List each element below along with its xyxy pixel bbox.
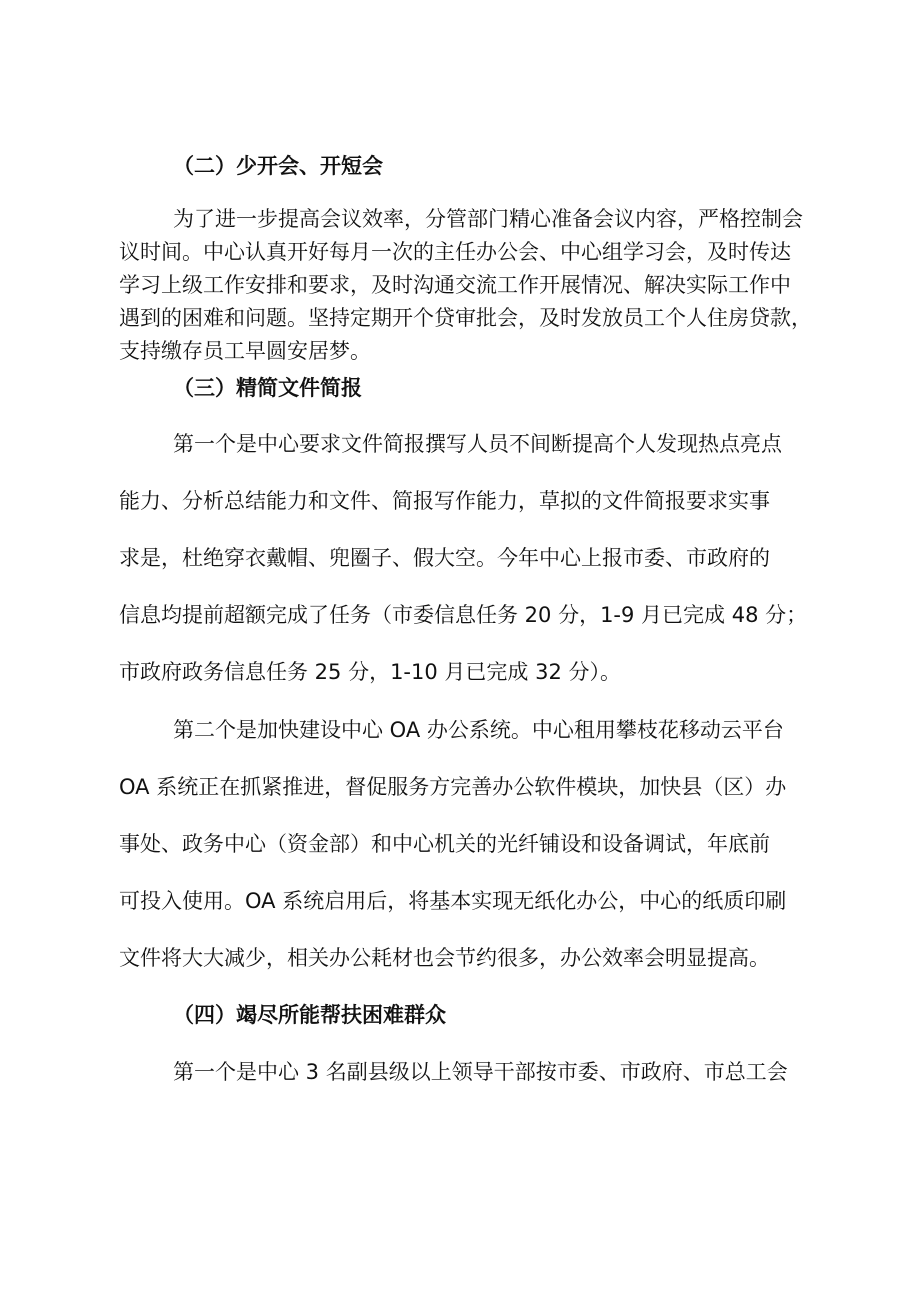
paragraph-line: 遇到的困难和问题。坚持定期开个贷审批会，及时发放员工个人住房贷款， xyxy=(119,306,812,330)
paragraph-line: 第二个是加快建设中心 OA 办公系统。中心租用攀枝花移动云平台 xyxy=(173,718,784,742)
paragraph-line: 学习上级工作安排和要求，及时沟通交流工作开展情况、解决实际工作中 xyxy=(119,273,791,297)
paragraph-line: 可投入使用。OA 系统启用后，将基本实现无纸化办公，中心的纸质印刷 xyxy=(119,889,787,913)
section-heading: （三）精简文件简报 xyxy=(173,376,362,400)
section-heading: （二）少开会、开短会 xyxy=(173,154,383,178)
paragraph-line: 能力、分析总结能力和文件、简报写作能力，草拟的文件简报要求实事 xyxy=(119,489,770,513)
paragraph-line: 求是，杜绝穿衣戴帽、兜圈子、假大空。今年中心上报市委、市政府的 xyxy=(119,546,770,570)
paragraph-line: 议时间。中心认真开好每月一次的主任办公会、中心组学习会，及时传达 xyxy=(119,240,791,264)
paragraph-line: 为了进一步提高会议效率，分管部门精心准备会议内容，严格控制会 xyxy=(173,207,803,231)
paragraph-line: 信息均提前超额完成了任务（市委信息任务 20 分，1-9 月已完成 48 分； xyxy=(119,603,808,627)
paragraph xyxy=(119,203,819,368)
paragraph xyxy=(119,1056,819,1089)
paragraph xyxy=(119,714,819,999)
paragraph-line: 支持缴存员工早圆安居梦。 xyxy=(119,339,371,363)
paragraph-line: 市政府政务信息任务 25 分，1-10 月已完成 32 分）。 xyxy=(119,660,621,684)
section-heading: （四）竭尽所能帮扶困难群众 xyxy=(173,1003,446,1027)
paragraph xyxy=(119,428,819,713)
paragraph-line: 事处、政务中心（资金部）和中心机关的光纤铺设和设备调试，年底前 xyxy=(119,832,770,856)
paragraph-line: 第一个是中心要求文件简报撰写人员不间断提高个人发现热点亮点 xyxy=(173,432,782,456)
paragraph-line: 第一个是中心 3 名副县级以上领导干部按市委、市政府、市总工会 xyxy=(173,1060,788,1084)
paragraph-line: OA 系统正在抓紧推进，督促服务方完善办公软件模块，加快县（区）办 xyxy=(119,775,787,799)
paragraph-line: 文件将大大减少，相关办公耗材也会节约很多，办公效率会明显提高。 xyxy=(119,946,770,970)
